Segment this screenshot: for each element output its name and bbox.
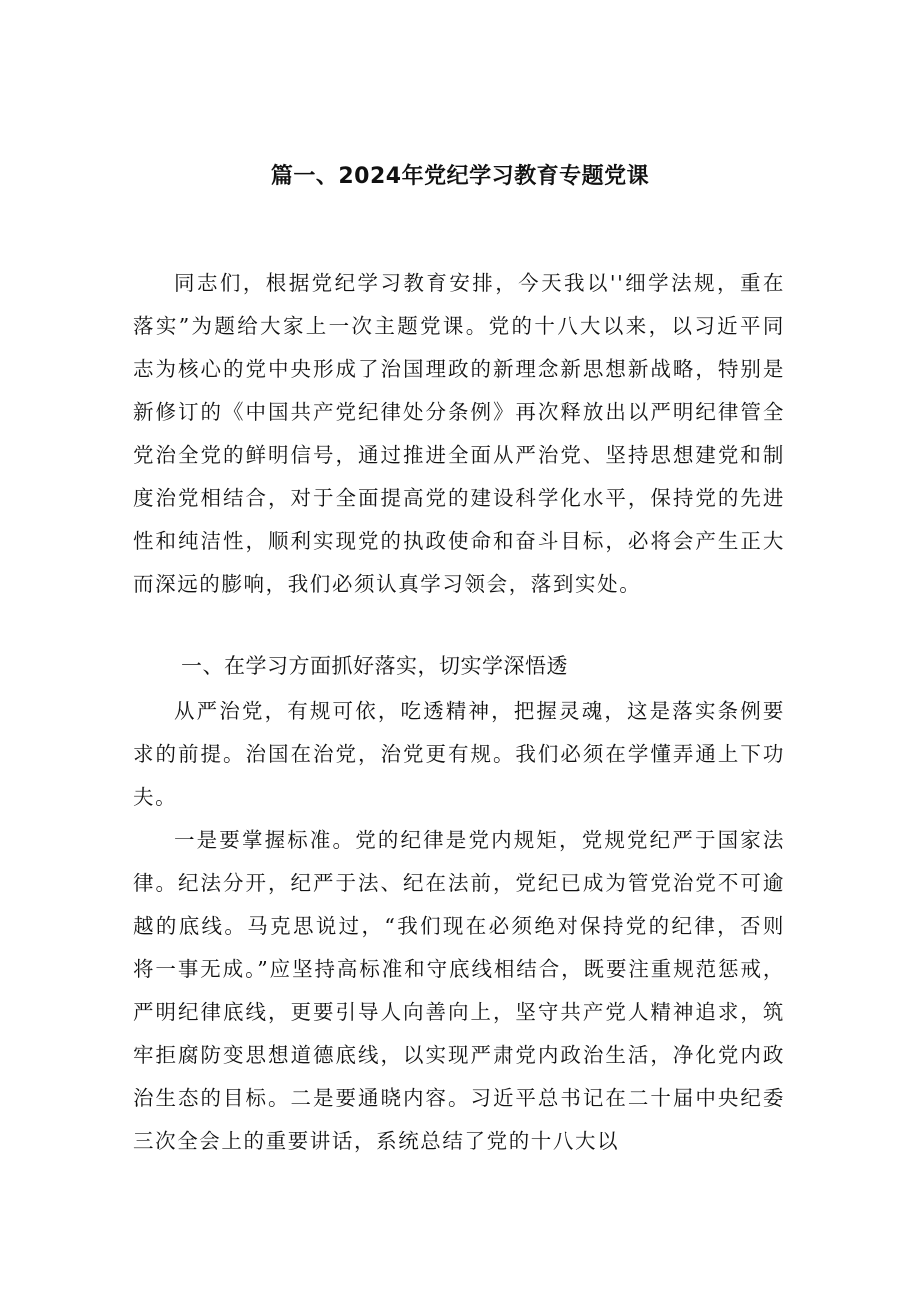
section-heading: 一、在学习方面抓好落实，切实学深悟透 [181,654,568,678]
body-paragraph: 一是要掌握标准。党的纪律是党内规矩，党规党纪严于国家法律。纪法分开，纪严于法、纪在法前，党纪已成为管党治党不可逾越的底线。马克思说过，“我们现在必须绝对保持党的纪律，否则将一事无成。”应坚持高标准和守底线相结合，既要注重规范惩戒，严明纪律底线，更要引导人向善向上，坚守共产党人精神追求，筑牢拒腐防变思想道德底线，以实现严肃党内政治生活，净化党内政治生态的目标。二是要通晓内容。习近平总书记在二十届中央纪委三次全会上的重要讲话，系统总结了党的十八大以 [133,828,785,1153]
intro-paragraph: 同志们，根据党纪学习教育安排，今天我以''细学法规，重在落实”为题给大家上一次主题党课。党的十八大以来，以习近平同志为核心的党中央形成了治国理政的新理念新思想新战略，特别是新修订的《中国共产党纪律处分条例》再次释放出以严明纪律管全党治全党的鲜明信号，通过推进全面从严治党、坚持思想建党和制度治党相结合，对于全面提高党的建设科学化水平，保持党的先进性和纯洁性，顺利实现党的执政使命和奋斗目标，必将会产生正大而深远的膨响，我们必须认真学习领会，落到实处。 [133,271,785,596]
document-title: 篇一、2024年党纪学习教育专题党课 [270,164,650,189]
body-paragraph: 从严治党，有规可依，吃透精神，把握灵魂，这是落实条例要求的前提。治国在治党，治党更有规。我们必须在学懂弄通上下功夫。 [133,699,785,809]
